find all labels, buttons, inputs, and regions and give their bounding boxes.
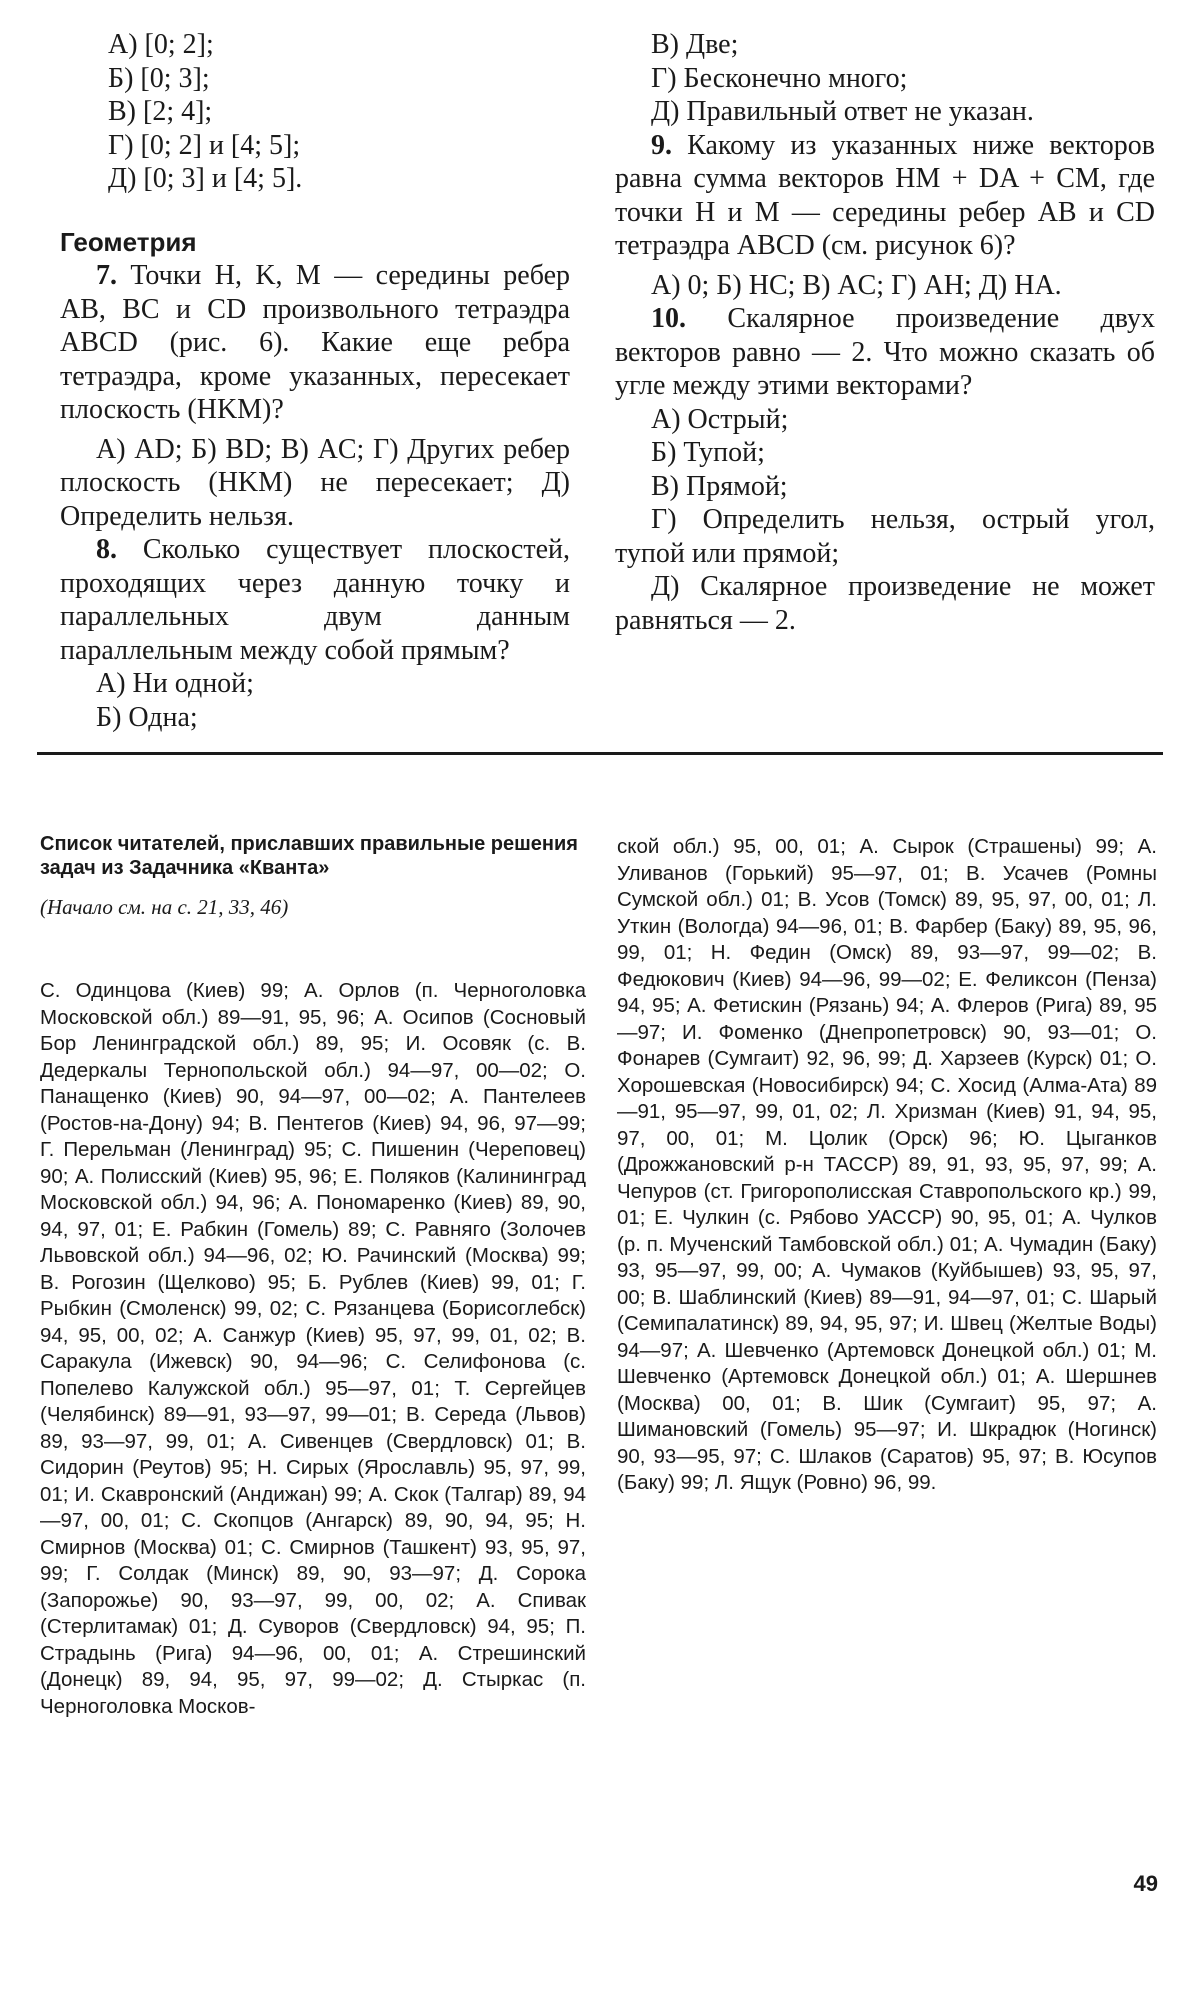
option-a: А) [0; 2];: [108, 29, 214, 60]
readers-list-right: ской обл.) 95, 00, 01; А. Сырок (Страшены) 99; А. Уливанов (Горький) 95—97, 01; В. Усачев (Ромны Сумской обл.) 01; В. Усов (Томск) 89, 95, 97, 00, 01; Л. Уткин (Вологда) 94—96, 01; В. Фарбер (Баку) 89, 95, 96, 99, 01; Н. Федин (Омск) 89, 93—97, 99—02; В. Федюкович (Киев) 94—96, 99—02; Е. Феликсон (Пенза) 94, 95; А. Фетискин (Рязань) 94; А. Флеров (Рига) 89, 95—97; И. Фоменко (Днепропетровск) 90, 93—01; О. Фонарев (Сумгаит) 92, 96, 99; Д. Харзеев (Курск) 01; О. Хорошевская (Новосибирск) 94; С. Хосид (Алма-Ата) 89—91, 95—97, 99, 01, 02; Л. Хризман (Киев) 91, 94, 95, 97, 00, 01; М. Цолик (Орск) 96; Ю. Цыганков (Дрожжановский р-н ТАССР) 89, 91, 93, 95, 97, 99; А. Чепуров (ст. Григорополисская Ставропольского кр.) 99, 01; Е. Чулкин (с. Рябово УАССР) 90, 95, 01; А. Чулков (р. п. Мученский Тамбовской обл.) 01; А. Чумадин (Баку) 93, 95—97, 99, 00; А. Чумаков (Куйбышев) 93, 95, 97, 00; В. Шаблинский (Киев) 89—91, 94—97, 01; С. Шарый (Семипалатинск) 89, 94, 95, 97; И. Швец (Желтые Воды) 94—97; А. Шевченко (Артемовск Донецкой обл.) 01; М. Шевченко (Артемовск Донецкой обл.) 01; А. Шершнев (Москва) 00, 01; В. Шик (Сумгаит) 95, 97; А. Шимановский (Гомель) 95—97; И. Шкрадюк (Ногинск) 90, 93—95, 97; С. Шлаков (Саратов) 95, 97; В. Юсупов (Баку) 99; Л. Ящук (Ровно) 96, 99.: [617, 835, 1157, 1494]
question-10-option-b: Б) Тупой;: [651, 437, 765, 468]
question-8-number: 8.: [96, 534, 117, 565]
question-10-option-g: Г) Определить нельзя, острый угол, тупой или прямой;: [615, 504, 1155, 569]
question-8-option-v: В) Две;: [651, 29, 739, 60]
question-9: [615, 129, 1155, 263]
question-8-option-b: Б) Одна;: [96, 701, 198, 733]
question-10-option-v: В) Прямой;: [651, 470, 788, 502]
readers-left-column: [40, 832, 586, 1720]
option-d: Д) [0; 3] и [4; 5].: [108, 163, 303, 194]
question-9-answers: А) 0; Б) HC; В) AC; Г) AH; Д) HA.: [651, 269, 1062, 301]
question-8: [60, 533, 570, 667]
question-10-number: 10.: [651, 303, 686, 334]
question-8-text: Сколько существует плоскостей, проходящих через данную точку и параллельных двум данным параллельным между собой прямым?: [60, 534, 570, 666]
left-top-column: [60, 28, 570, 734]
readers-subtitle: (Начало см. на с. 21, 33, 46): [40, 895, 289, 919]
option-v: В) [2; 4];: [108, 96, 213, 127]
readers-right-column: [617, 834, 1157, 1497]
question-7-text: Точки H, K, M — середины ребер AB, BC и CD произвольного тетраэдра ABCD (рис. 6). Какие еще ребра тетраэдра, кроме указанных, пересекает плоскость (HKM)?: [60, 260, 571, 425]
question-8-option-d: Д) Правильный ответ не указан.: [651, 96, 1034, 127]
right-top-column: [615, 28, 1155, 637]
question-10-option-d: Д) Скалярное произведение не может равняться — 2.: [615, 571, 1155, 636]
question-8-option-g: Г) Бесконечно много;: [651, 62, 908, 94]
question-7: [60, 259, 570, 427]
question-8-option-a: А) Ни одной;: [96, 668, 254, 699]
page-number: 49: [1133, 1871, 1158, 1896]
section-heading: Геометрия: [60, 226, 197, 257]
option-b: Б) [0; 3];: [108, 62, 210, 94]
question-7-answers: А) AD; Б) BD; В) AC; Г) Других ребер плоскость (HKM) не пересекает; Д) Определить нельзя.: [60, 433, 570, 532]
readers-list-left: С. Одинцова (Киев) 99; А. Орлов (п. Черноголовка Московской обл.) 89—91, 95, 96; А. Осипов (Сосновый Бор Ленинградской обл.) 89, 95; И. Осовяк (с. В. Дедеркалы Тернопольской обл.) 94—97, 00—02; О. Панащенко (Киев) 90, 94—97, 00—02; А. Пантелеев (Ростов-на-Дону) 94; В. Пентегов (Киев) 94, 96, 97—99; Г. Перельман (Ленинград) 95; С. Пишенин (Череповец) 90; А. Полисский (Киев) 95, 96; Е. Поляков (Калининград Московской обл.) 94, 96; А. Пономаренко (Киев) 89, 90, 94, 97, 01; Е. Рабкин (Гомель) 89; С. Равняго (Золочев Львовской обл.) 94—96, 02; Ю. Рачинский (Москва) 99; В. Рогозин (Щелково) 95; Б. Рублев (Киев) 99, 01; Г. Рыбкин (Смоленск) 99, 02; С. Рязанцева (Борисоглебск) 94, 95, 00, 02; А. Санжур (Киев) 95, 97, 99, 01, 02; В. Саракула (Ижевск) 90, 94—96; С. Селифонова (с. Попелево Калужской обл.) 95—97, 01; Т. Сергейцев (Челябинск) 89—91, 93—97, 99—01; В. Середа (Львов) 89, 93—97, 99, 01; А. Сивенцев (Свердловск) 01; В. Сидорин (Реутов) 95; Н. Сирых (Ярославль) 95, 97, 99, 01; И. Скавронский (Андижан) 99; А. Скок (Талгар) 89, 94—97, 00, 01; С. Скопцов (Ангарск) 89, 90, 94, 95; Н. Смирнов (Москва) 01; С. Смирнов (Ташкент) 93, 95, 97, 99; Г. Солдак (Минск) 89, 90, 93—97; Д. Сорока (Запорожье) 90, 93—97, 99, 00, 02; А. Спивак (Стерлитамак) 01; Д. Суворов (Свердловск) 94, 95; П. Страдынь (Рига) 94—96, 00, 01; А. Стрешинский (Донецк) 89, 94, 95, 97, 99—02; Д. Стыркас (п. Черноголовка Москов-: [40, 979, 586, 1718]
question-9-number: 9.: [651, 129, 672, 161]
question-10: [615, 302, 1155, 403]
question-10-text: Скалярное произведение двух векторов равно — 2. Что можно сказать об угле между этими векторами?: [615, 303, 1156, 401]
section-divider: [37, 752, 1163, 755]
question-9-text: Какому из указанных ниже векторов равна сумма векторов HM + DA + CM, где точки H и M — середины ребер AB и CD тетраэдра ABCD (см. рисунок 6)?: [615, 129, 1156, 261]
question-10-option-a: А) Острый;: [651, 403, 789, 435]
readers-title: Список читателей, приславших правильные решения задач из Задачника «Кванта»: [40, 833, 578, 879]
option-g: Г) [0; 2] и [4; 5];: [108, 129, 301, 161]
question-7-number: 7.: [96, 260, 117, 291]
